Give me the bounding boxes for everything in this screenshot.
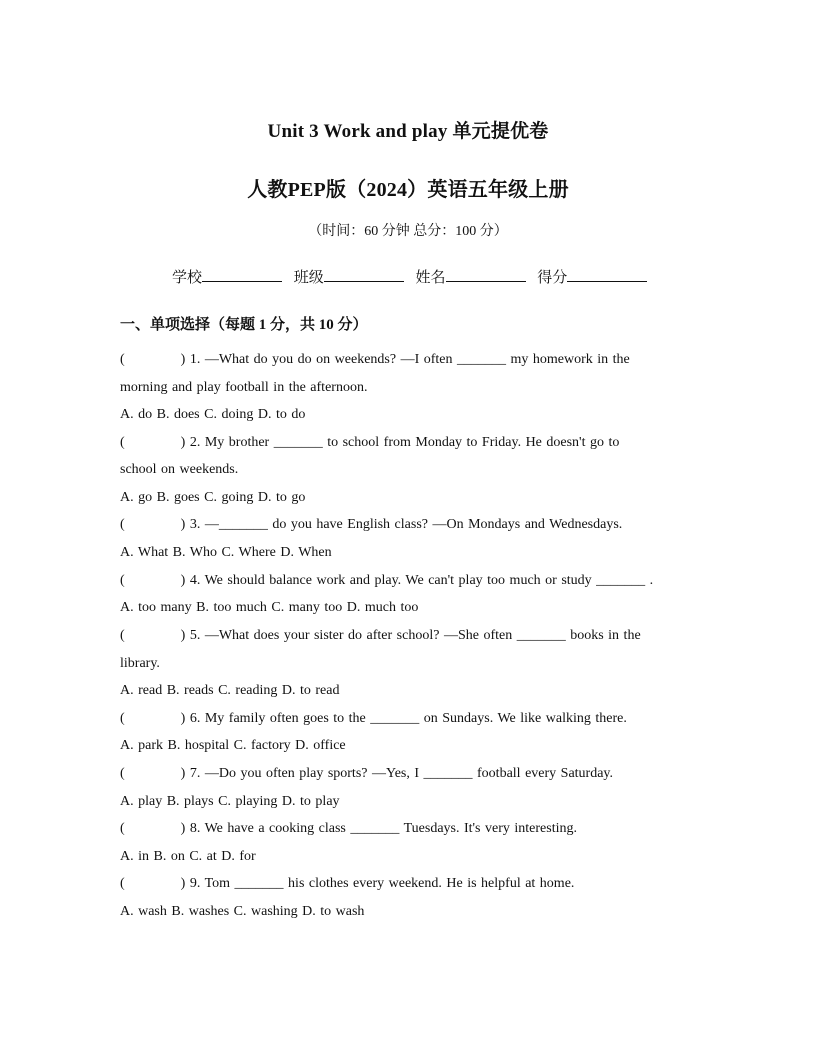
question-text: 3. —_______ do you have English class? —On Mondays and Wednesdays. bbox=[189, 517, 623, 532]
question-line: ( ) 9. Tom _______ his clothes every weekend. He is helpful at home. bbox=[120, 876, 575, 891]
exam-info: （时间：60 分钟 总分：100 分） bbox=[308, 224, 508, 239]
question-text: school on weekends. bbox=[120, 462, 239, 477]
class-label: 班级 bbox=[293, 270, 324, 286]
options-text: A. park B. hospital C. factory D. office bbox=[120, 738, 346, 753]
options-text: A. too many B. too much C. many too D. much too bbox=[120, 600, 419, 615]
question-text: 9. Tom _______ his clothes every weekend. He is helpful at home. bbox=[189, 876, 575, 891]
question-line: ( ) 2. My brother _______ to school from Monday to Friday. He doesn't go to bbox=[120, 435, 620, 450]
question-line: ( ) 4. We should balance work and play. We can't play too much or study _______ . bbox=[120, 573, 654, 588]
options-line bbox=[120, 600, 710, 616]
question-text: 4. We should balance work and play. We can't play too much or study _______ . bbox=[189, 573, 654, 588]
question-line bbox=[120, 462, 710, 478]
options-text: A. do B. does C. doing D. to do bbox=[120, 407, 306, 422]
question-text: 8. We have a cooking class _______ Tuesdays. It's very interesting. bbox=[189, 821, 577, 836]
options-line bbox=[120, 683, 710, 699]
document-subtitle: 人教PEP版（2024）英语五年级上册 bbox=[247, 179, 569, 201]
options-line bbox=[120, 545, 710, 561]
question-text: morning and play football in the afternoon. bbox=[120, 380, 368, 395]
question-text: 6. My family often goes to the _______ on Sundays. We like walking there. bbox=[189, 711, 627, 726]
question-line: ( ) 6. My family often goes to the _______ on Sundays. We like walking there. bbox=[120, 711, 627, 726]
options-line bbox=[120, 490, 710, 506]
options-line bbox=[120, 904, 710, 920]
question-line bbox=[120, 380, 710, 396]
score-blank[interactable] bbox=[567, 267, 647, 282]
question-text: 2. My brother _______ to school from Monday to Friday. He doesn't go to bbox=[189, 435, 620, 450]
question-line bbox=[120, 656, 710, 672]
class-blank[interactable] bbox=[324, 267, 404, 282]
student-info-fields bbox=[172, 266, 647, 287]
options-line bbox=[120, 849, 710, 865]
school-label: 学校 bbox=[172, 270, 203, 286]
question-text: 7. —Do you often play sports? —Yes, I _______ football every Saturday. bbox=[189, 766, 614, 781]
options-line bbox=[120, 738, 710, 754]
question-line: ( ) 7. —Do you often play sports? —Yes, I _______ football every Saturday. bbox=[120, 766, 614, 781]
options-text: A. read B. reads C. reading D. to read bbox=[120, 683, 340, 698]
section-heading: 一、单项选择（每题 1 分，共 10 分） bbox=[120, 317, 368, 333]
question-line: ( ) 1. —What do you do on weekends? —I often _______ my homework in the bbox=[120, 352, 630, 367]
question-line: ( ) 5. —What does your sister do after school? —She often _______ books in the bbox=[120, 628, 641, 643]
score-label: 得分 bbox=[537, 270, 568, 286]
question-line: ( ) 3. —_______ do you have English class? —On Mondays and Wednesdays. bbox=[120, 517, 623, 532]
options-text: A. go B. goes C. going D. to go bbox=[120, 490, 306, 505]
question-text: 1. —What do you do on weekends? —I often _______ my homework in the bbox=[189, 352, 630, 367]
name-blank[interactable] bbox=[446, 267, 526, 282]
question-text: library. bbox=[120, 656, 160, 671]
question-line: ( ) 8. We have a cooking class _______ Tuesdays. It's very interesting. bbox=[120, 821, 577, 836]
options-line bbox=[120, 794, 710, 810]
question-text: 5. —What does your sister do after school? —She often _______ books in the bbox=[189, 628, 641, 643]
options-text: A. What B. Who C. Where D. When bbox=[120, 545, 332, 560]
options-text: A. wash B. washes C. washing D. to wash bbox=[120, 904, 365, 919]
options-text: A. play B. plays C. playing D. to play bbox=[120, 794, 340, 809]
name-label: 姓名 bbox=[415, 270, 446, 286]
document-title: Unit 3 Work and play 单元提优卷 bbox=[267, 121, 549, 142]
school-blank[interactable] bbox=[202, 267, 282, 282]
options-text: A. in B. on C. at D. for bbox=[120, 849, 256, 864]
options-line bbox=[120, 407, 710, 423]
